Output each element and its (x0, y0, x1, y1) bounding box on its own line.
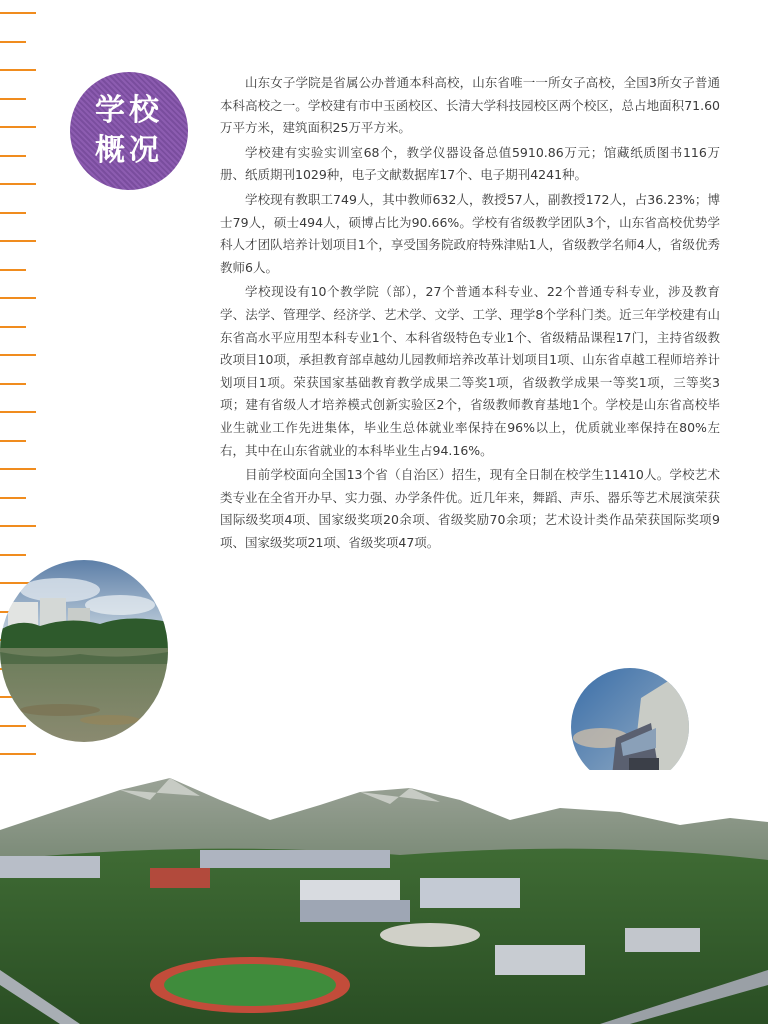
ruler-tick (0, 354, 36, 356)
ruler-tick (0, 525, 36, 527)
section-title-badge (70, 72, 188, 190)
ruler-tick (0, 69, 36, 71)
ruler-tick (0, 326, 26, 328)
ruler-tick (0, 297, 36, 299)
ruler-tick (0, 41, 26, 43)
ruler-tick (0, 440, 26, 442)
ruler-tick (0, 554, 26, 556)
ruler-tick (0, 126, 36, 128)
ruler-tick (0, 411, 36, 413)
ruler-tick (0, 12, 36, 14)
ruler-tick (0, 98, 26, 100)
ruler-tick (0, 497, 26, 499)
school-overview-text (220, 72, 720, 556)
badge-title-line-2: 概况 (95, 133, 163, 168)
paragraph-students: 目前学校面向全国13个省（自治区）招生，现有全日制在校学生11410人。学校艺术类专业在全省开办早、实力强、办学条件优。近几年来，舞蹈、声乐、器乐等艺术展演荣获国际级奖项4项、国家级奖项20余项、省级奖励70余项；艺术设计类作品荣获国际奖项9项、国家级奖项21项、省级奖项47项。 (220, 467, 721, 550)
ruler-tick (0, 725, 26, 727)
building-photo (571, 668, 689, 786)
paragraph-campus: 山东女子学院是省属公办普通本科高校，山东省唯一一所女子高校，全国3所女子普通本科高校之一。学校建有市中玉函校区、长清大学科技园校区两个校区，总占地面积71.60万平方米，建筑面积25万平方米。 (220, 75, 720, 136)
campus-aerial-photo (0, 770, 768, 1024)
ruler-tick (0, 183, 36, 185)
ruler-tick (0, 753, 36, 755)
ruler-tick (0, 383, 26, 385)
paragraph-faculty: 学校现有教职工749人，其中教师632人，教授57人，副教授172人，占36.23%；博士79人，硕士494人，硕博占比为90.66%。学校有省级教学团队3个，山东省高校优势学科人才团队培养计划项目1个，享受国务院政府特殊津贴1人，省级教学名师4人，省级优秀教师6人。 (220, 191, 720, 275)
lake-campus-photo (0, 560, 168, 742)
ruler-tick (0, 240, 36, 242)
ruler-tick (0, 155, 26, 157)
badge-title-line-1: 学校 (95, 93, 163, 128)
ruler-tick (0, 468, 36, 470)
paragraph-programs: 学校现设有10个教学院（部），27个普通本科专业、22个普通专科专业，涉及教育学、法学、管理学、经济学、艺术学、文学、工学、理学8个学科门类。近三年学校建有山东省高水平应用型本科专业1个、本科省级特色专业1个、省级精品课程17门，主持省级教改项目10项，承担教育部卓越幼儿园教师培养改革计划项目1项、山东省卓越工程师培养计划项目1项。荣获国家基础教育教学成果二等奖1项，省级教学成果一等奖1项，三等奖3项；建有省级人才培养模式创新实验区2个，省级教师教育基地1个。学校是山东省高校毕业生就业工作先进集体，毕业生总体就业率保持在96%以上，优质就业率保持在80%左右，其中在山东省就业的本科毕业生占94.16%。 (220, 284, 720, 458)
ruler-tick (0, 212, 26, 214)
ruler-tick (0, 269, 26, 271)
paragraph-facilities: 学校建有实验实训室68个，教学仪器设备总值5910.86万元；馆藏纸质图书116万册、纸质期刊1029种，电子文献数据库17个、电子期刊4241种。 (220, 144, 720, 183)
